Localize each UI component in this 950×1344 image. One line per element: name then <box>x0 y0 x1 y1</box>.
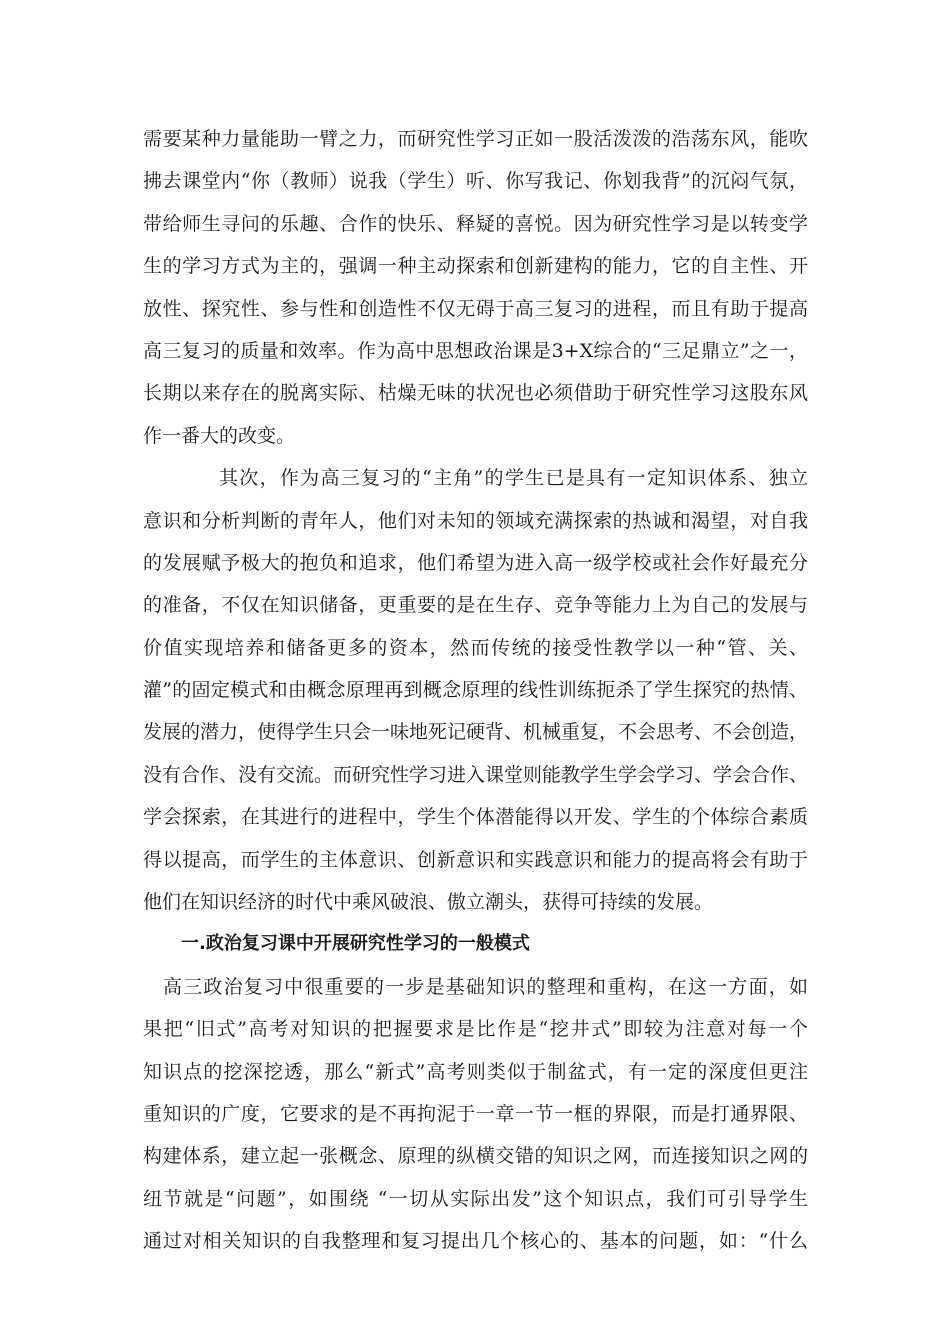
text-line: 放性、探究性、参与性和创造性不仅无碍于高三复习的进程，而且有助于提高 <box>143 297 808 320</box>
section-heading: 一.政治复习课中开展研究性学习的一般模式 <box>181 933 530 955</box>
text-line: 价值实现培养和储备更多的资本，然而传统的接受性教学以一种“管、关、 <box>143 636 808 659</box>
text-line: 得以提高，而学生的主体意识、创新意识和实践意识和能力的提高将会有助于 <box>143 848 808 871</box>
text-line: 高三复习的质量和效率。作为高中思想政治课是3+X综合的“三足鼎立”之一， <box>143 339 808 362</box>
text-line: 没有合作、没有交流。而研究性学习进入课堂则能教学生学会学习、学会合作、 <box>143 763 808 786</box>
text-line: 构建体系，建立起一张概念、原理的纵横交错的知识之网，而连接知识之网的 <box>143 1145 808 1168</box>
text-line: 知识点的挖深挖透，那么“新式”高考则类似于制盆式，有一定的深度但更注 <box>143 1060 808 1083</box>
text-line: 的发展赋予极大的抱负和追求，他们希望为进入高一级学校或社会作好最充分 <box>143 551 808 574</box>
text-line: 高三政治复习中很重要的一步是基础知识的整理和重构，在这一方面，如 <box>163 975 808 998</box>
paragraph-2 <box>143 457 808 923</box>
text-line: 其次，作为高三复习的“主角”的学生已是具有一定知识体系、独立 <box>219 467 808 490</box>
text-line: 发展的潜力，使得学生只会一味地死记硬背、机械重复，不会思考、不会创造， <box>143 721 808 744</box>
text-line: 拂去课堂内“你（教师）说我（学生）听、你写我记、你划我背”的沉闷气氛， <box>143 170 808 193</box>
document-body <box>143 118 808 1263</box>
paragraph-1 <box>143 118 808 457</box>
text-line: 意识和分析判断的青年人，他们对未知的领域充满探索的热诚和渴望，对自我 <box>143 509 808 532</box>
text-line: 长期以来存在的脱离实际、枯燥无味的状况也必须借助于研究性学习这股东风 <box>143 382 808 405</box>
text-line: 纽节就是“问题”，如围绕 “一切从实际出发”这个知识点，我们可引导学生 <box>143 1187 808 1210</box>
text-line: 通过对相关知识的自我整理和复习提出几个核心的、基本的问题，如：“什么 <box>143 1230 808 1253</box>
text-line: 需要某种力量能助一臂之力，而研究性学习正如一股活泼泼的浩荡东风，能吹 <box>143 128 808 150</box>
text-line: 学会探索，在其进行的进程中，学生个体潜能得以开发、学生的个体综合素质 <box>143 806 808 829</box>
paragraph-3 <box>143 966 808 1263</box>
text-line: 果把“旧式”高考对知识的把握要求是比作是“挖井式”即较为注意对每一个 <box>143 1018 808 1041</box>
text-line: 灌”的固定模式和由概念原理再到概念原理的线性训练扼杀了学生探究的热情、 <box>143 679 808 702</box>
text-line: 他们在知识经济的时代中乘风破浪、傲立潮头，获得可持续的发展。 <box>143 891 714 914</box>
text-line: 生的学习方式为主的，强调一种主动探索和创新建构的能力，它的自主性、开 <box>143 255 808 278</box>
text-line: 重知识的广度，它要求的是不再拘泥于一章一节一框的界限，而是打通界限、 <box>143 1102 808 1125</box>
text-line: 的准备，不仅在知识储备，更重要的是在生存、竞争等能力上为自己的发展与 <box>143 594 808 617</box>
text-line: 作一番大的改变。 <box>143 424 296 447</box>
text-line: 带给师生寻问的乐趣、合作的快乐、释疑的喜悦。因为研究性学习是以转变学 <box>143 212 808 235</box>
